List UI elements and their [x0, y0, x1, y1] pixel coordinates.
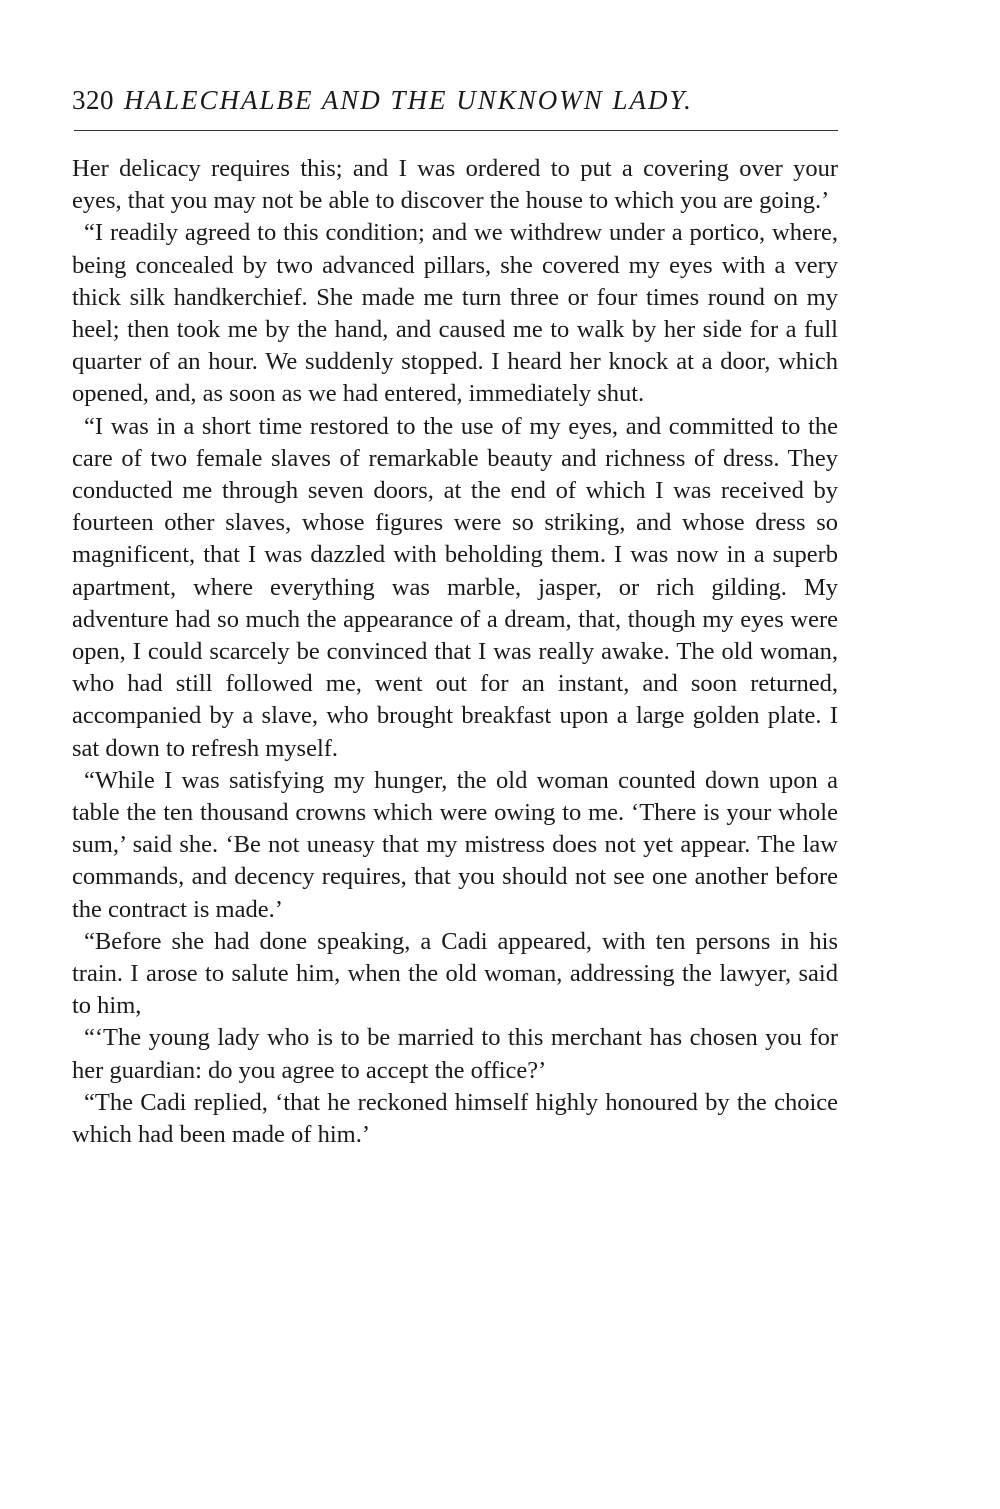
paragraph: “I readily agreed to this condition; and we withdrew under a portico, where, being concealed by two advanced pillars, she covered my eyes with a very thick silk handkerchief. She made me turn three or four times round on my heel; then took me by the hand, and caused me to walk by her side for a full quarter of an hour. We suddenly stopped. I heard her knock at a door, which opened, and, as soon as we had entered, immediately shut. — [72, 219, 838, 408]
body-text — [72, 153, 838, 1151]
paragraph: “The Cadi replied, ‘that he reckoned himself highly honoured by the choice which had been made of him.’ — [72, 1088, 838, 1149]
paragraph: Her delicacy requires this; and I was ordered to put a covering over your eyes, that you may not be able to discover the house to which you are going.’ — [72, 155, 838, 215]
paragraph: “Before she had done speaking, a Cadi appeared, with ten persons in his train. I arose to salute him, when the old woman, addressing the lawyer, said to him, — [72, 927, 838, 1020]
page-number: 320 — [72, 85, 114, 115]
page-header — [72, 80, 838, 120]
paragraph: “While I was satisfying my hunger, the old woman counted down upon a table the ten thousand crowns which were owing to me. ‘There is your whole sum,’ said she. ‘Be not uneasy that my mistress does not yet appear. The law commands, and decency requires, that you should not see one another before the contract is made.’ — [72, 766, 838, 923]
paragraph: “‘The young lady who is to be married to this merchant has chosen you for her guardian: do you agree to accept the office?’ — [72, 1024, 838, 1084]
paragraph: “I was in a short time restored to the use of my eyes, and committed to the care of two female slaves of remarkable beauty and richness of dress. They conducted me through seven doors, at the end of which I was received by fourteen other slaves, whose figures were so striking, and whose dress so magnificent, that I was dazzled with beholding them. I was now in a superb apartment, where everything was marble, jasper, or rich gilding. My adventure had so much the appearance of a dream, that, though my eyes were open, I could scarcely be convinced that I was really awake. The old woman, who had still followed me, went out for an instant, and soon returned, accompanied by a slave, who brought breakfast upon a large golden plate. I sat down to refresh myself. — [72, 412, 838, 762]
running-title: HALECHALBE AND THE UNKNOWN LADY. — [124, 85, 693, 115]
header-rule — [74, 130, 838, 131]
